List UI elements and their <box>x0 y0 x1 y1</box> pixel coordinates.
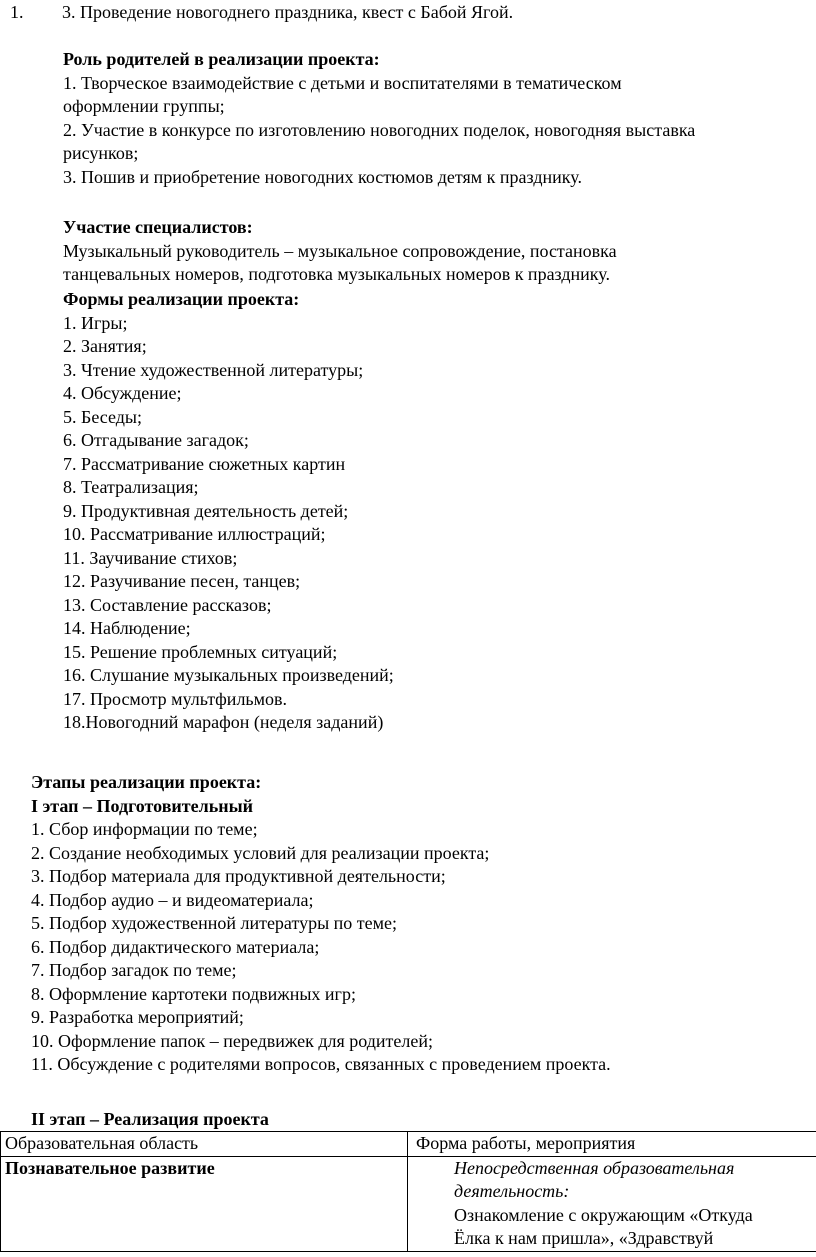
forms-item: 1. Игры; <box>63 312 128 333</box>
parents-line: оформлении группы; <box>63 96 225 116</box>
intro-item <box>10 1 513 25</box>
table-row <box>1 1156 816 1251</box>
specialists-line: танцевальных номеров, подготовка музыкальных номеров к празднику. <box>63 264 610 284</box>
forms-section <box>63 288 813 735</box>
parents-line: рисунков; <box>63 143 139 163</box>
forms-item: 16. Слушание музыкальных произведений; <box>63 665 394 685</box>
parents-heading: Роль родителей в реализации проекта: <box>63 49 380 69</box>
stage1-item: 5. Подбор художественной литературы по теме; <box>31 913 398 933</box>
forms-item: 14. Наблюдение; <box>63 618 191 638</box>
activity-italic-line: деятельность: <box>454 1181 570 1201</box>
stage1-item: 1. Сбор информации по теме; <box>31 819 258 839</box>
specialists-line: Музыкальный руководитель – музыкальное сопровождение, постановка <box>63 240 617 261</box>
forms-item: 9. Продуктивная деятельность детей; <box>63 500 349 521</box>
stage2-heading: II этап – Реализация проекта <box>31 1109 269 1129</box>
forms-item: 6. Отгадывание загадок; <box>63 430 249 450</box>
stage1-item: 2. Создание необходимых условий для реализации проекта; <box>31 842 490 863</box>
table-header-row <box>1 1132 816 1157</box>
forms-item: 18.Новогодний марафон (неделя заданий) <box>63 712 384 732</box>
table-cell-area: Познавательное развитие <box>1 1156 408 1251</box>
forms-item: 4. Обсуждение; <box>63 383 182 403</box>
table-header-cell: Форма работы, мероприятия <box>408 1132 816 1157</box>
stages-heading: Этапы реализации проекта: <box>31 772 262 792</box>
specialists-heading: Участие специалистов: <box>63 217 253 237</box>
parents-line: 3. Пошив и приобретение новогодних костюмов детям к празднику. <box>63 166 582 187</box>
forms-item: 5. Беседы; <box>63 406 142 427</box>
stage1-item: 7. Подбор загадок по теме; <box>31 960 237 980</box>
table-cell-activity <box>408 1156 816 1251</box>
forms-item: 15. Решение проблемных ситуаций; <box>63 641 338 662</box>
forms-item: 10. Рассматривание иллюстраций; <box>63 524 326 544</box>
forms-item: 7. Рассматривание сюжетных картин <box>63 453 346 474</box>
parents-section <box>63 48 813 189</box>
table-header-cell: Образовательная область <box>1 1132 408 1157</box>
activity-line: Ознакомление с окружающим «Откуда <box>454 1204 753 1225</box>
parents-line: 2. Участие в конкурсе по изготовлению новогодних поделок, новогодняя выставка <box>63 119 696 140</box>
stages-section <box>31 771 811 1077</box>
forms-heading: Формы реализации проекта: <box>63 289 300 309</box>
intro-text: 3. Проведение новогоднего праздника, квест с Бабой Ягой. <box>62 2 514 22</box>
stage1-item: 4. Подбор аудио – и видеоматериала; <box>31 889 314 910</box>
forms-item: 3. Чтение художественной литературы; <box>63 359 364 380</box>
stage1-heading: I этап – Подготовительный <box>31 795 254 816</box>
forms-item: 2. Занятия; <box>63 336 147 356</box>
forms-item: 13. Составление рассказов; <box>63 594 272 615</box>
stage2-table <box>0 1131 816 1252</box>
specialists-section <box>63 216 813 287</box>
stage1-item: 6. Подбор дидактического материала; <box>31 936 320 957</box>
stage1-item: 3. Подбор материала для продуктивной деятельности; <box>31 866 446 886</box>
intro-number: 1. <box>10 2 24 22</box>
activity-line: Ёлка к нам пришла», «Здравствуй <box>454 1228 714 1248</box>
stage1-item: 10. Оформление папок – передвижек для родителей; <box>31 1030 434 1051</box>
forms-item: 11. Заучивание стихов; <box>63 547 238 568</box>
activity-italic-line: Непосредственная образовательная <box>454 1157 735 1178</box>
parents-line: 1. Творческое взаимодействие с детьми и воспитателями в тематическом <box>63 72 622 93</box>
forms-item: 12. Разучивание песен, танцев; <box>63 571 301 591</box>
stage1-item: 9. Разработка мероприятий; <box>31 1007 244 1027</box>
forms-item: 8. Театрализация; <box>63 477 199 497</box>
stage1-item: 8. Оформление картотеки подвижных игр; <box>31 983 356 1004</box>
forms-item: 17. Просмотр мультфильмов. <box>63 688 288 709</box>
stage2-section <box>31 1108 811 1132</box>
stage1-item: 11. Обсуждение с родителями вопросов, связанных с проведением проекта. <box>31 1054 611 1074</box>
